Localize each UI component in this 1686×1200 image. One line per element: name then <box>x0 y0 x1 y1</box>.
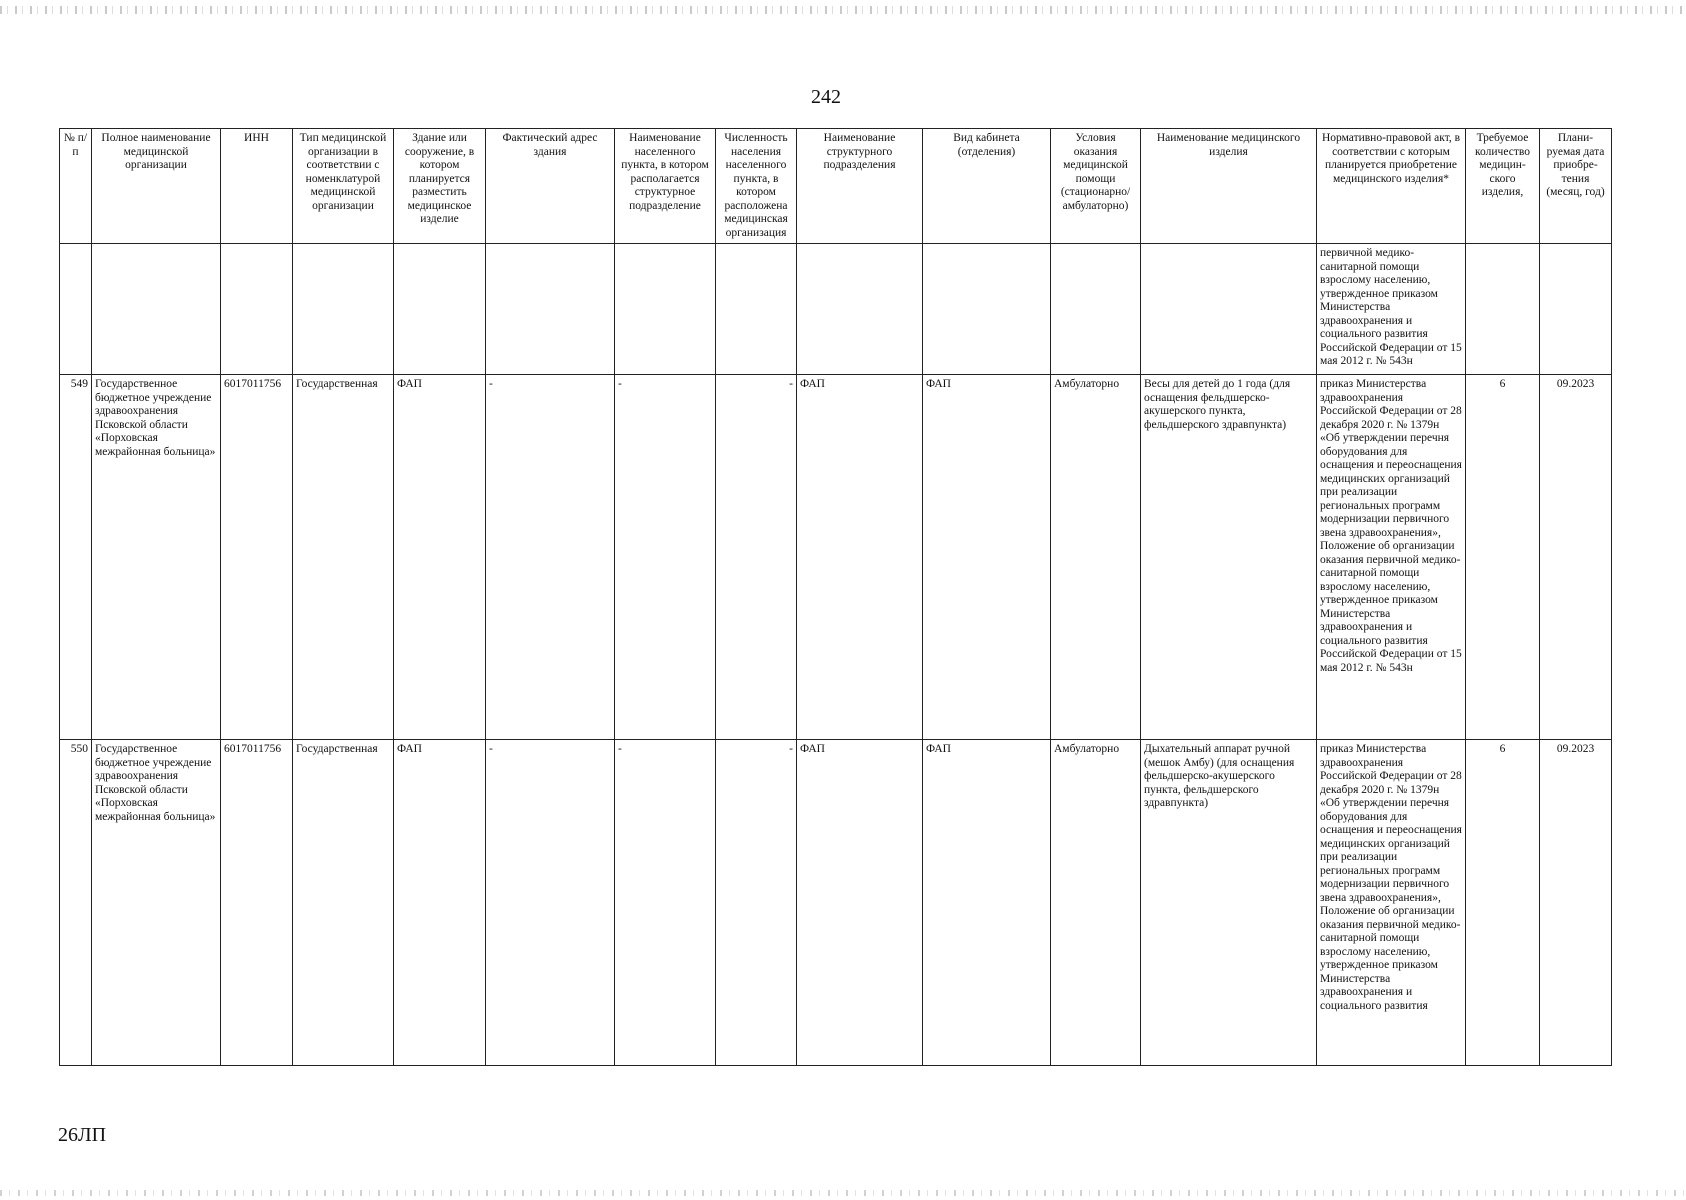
cell-address: - <box>486 375 615 740</box>
cell-unit: ФАП <box>797 740 923 1066</box>
header-settlement: Наименование населенного пункта, в котором располагается структурное подразделение <box>615 129 716 244</box>
header-cabinet: Вид кабинета (отделения) <box>923 129 1051 244</box>
cell-legal-act: приказ Министерства здравоохранения Российской Федерации от 28 декабря 2020 г. № 1379н «Об утверждении перечня оборудования для оснащения и переоснащения медицинских организаций при реализации региональных программ модернизации первичного звена здравоохранения», Положение об организации оказания первичной медико-санитарной помощи взрослому населению, утвержденное приказом Министерства здравоохранения и социального развития Российской Федерации от 15 мая 2012 г. № 543н <box>1317 375 1466 740</box>
cell-address: - <box>486 740 615 1066</box>
header-org: Полное наименование медицинской организации <box>92 129 221 244</box>
header-conditions: Условия оказания медицинской помощи (стационарно/ амбулаторно) <box>1051 129 1141 244</box>
document-code: 26ЛП <box>58 1124 107 1146</box>
cell-legal-act: первичной медико-санитарной помощи взрослому населению, утвержденное приказом Министерства здравоохранения и социального развития Российской Федерации от 15 мая 2012 г. № 543н <box>1317 244 1466 375</box>
cell-building: ФАП <box>394 375 486 740</box>
header-type: Тип медицинской организации в соответствии с номенклатурой медицинской организации <box>293 129 394 244</box>
cell-empty <box>92 244 221 375</box>
cell-empty <box>716 244 797 375</box>
cell-empty <box>615 244 716 375</box>
cell-date: 09.2023 <box>1540 740 1612 1066</box>
cell-empty <box>394 244 486 375</box>
header-address: Фактический адрес здания <box>486 129 615 244</box>
cell-cabinet: ФАП <box>923 740 1051 1066</box>
cell-conditions: Амбулаторно <box>1051 740 1141 1066</box>
cell-device: Весы для детей до 1 года (для оснащения фельдшерско-акушерского пункта, фельдшерского здравпункта) <box>1141 375 1317 740</box>
cell-settlement: - <box>615 740 716 1066</box>
header-legal-act: Нормативно-правовой акт, в соответствии с которым планируется приобретение медицинского изделия* <box>1317 129 1466 244</box>
cell-type: Государственная <box>293 740 394 1066</box>
cell-inn: 6017011756 <box>221 740 293 1066</box>
cell-empty <box>1540 244 1612 375</box>
cell-legal-act: приказ Министерства здравоохранения Российской Федерации от 28 декабря 2020 г. № 1379н «Об утверждении перечня оборудования для оснащения и переоснащения медицинских организаций при реализации региональных программ модернизации первичного звена здравоохранения», Положение об организации оказания первичной медико-санитарной помощи взрослому населению, утвержденное приказом Министерства здравоохранения и социального развития <box>1317 740 1466 1066</box>
cell-empty <box>60 244 92 375</box>
cell-population: - <box>716 375 797 740</box>
cell-conditions: Амбулаторно <box>1051 375 1141 740</box>
cell-empty <box>1466 244 1540 375</box>
scan-artifact-top <box>0 6 1686 14</box>
cell-device: Дыхательный аппарат ручной (мешок Амбу) (для оснащения фельдшерско-акушерского пункта, фельдшерского здравпункта) <box>1141 740 1317 1066</box>
cell-empty <box>797 244 923 375</box>
cell-empty <box>293 244 394 375</box>
header-quantity: Требуемое количество медицин-ского изделия, <box>1466 129 1540 244</box>
cell-settlement: - <box>615 375 716 740</box>
cell-empty <box>923 244 1051 375</box>
cell-inn: 6017011756 <box>221 375 293 740</box>
cell-date: 09.2023 <box>1540 375 1612 740</box>
cell-building: ФАП <box>394 740 486 1066</box>
header-device: Наименование медицинского изделия <box>1141 129 1317 244</box>
header-building: Здание или сооружение, в котором планируется разместить медицинское изделие <box>394 129 486 244</box>
header-inn: ИНН <box>221 129 293 244</box>
equipment-table <box>59 128 1612 1066</box>
cell-num: 549 <box>60 375 92 740</box>
cell-org: Государственное бюджетное учреждение здравоохранения Псковской области «Порховская межрайонная больница» <box>92 740 221 1066</box>
cell-type: Государственная <box>293 375 394 740</box>
scan-artifact-bottom <box>0 1190 1686 1196</box>
cell-empty <box>1051 244 1141 375</box>
cell-unit: ФАП <box>797 375 923 740</box>
cell-empty <box>1141 244 1317 375</box>
header-date: Плани-руемая дата приобре-тения (месяц, год) <box>1540 129 1612 244</box>
header-unit: Наименование структурного подразделения <box>797 129 923 244</box>
header-population: Численность населения населенного пункта, в котором расположена медицинская организация <box>716 129 797 244</box>
table-row-continuation <box>60 244 1612 375</box>
cell-cabinet: ФАП <box>923 375 1051 740</box>
cell-quantity: 6 <box>1466 740 1540 1066</box>
table-header-row <box>60 129 1612 244</box>
cell-num: 550 <box>60 740 92 1066</box>
cell-empty <box>486 244 615 375</box>
page-number: 242 <box>811 86 841 108</box>
cell-quantity: 6 <box>1466 375 1540 740</box>
cell-org: Государственное бюджетное учреждение здравоохранения Псковской области «Порховская межрайонная больница» <box>92 375 221 740</box>
cell-population: - <box>716 740 797 1066</box>
table-row <box>60 375 1612 740</box>
table-row <box>60 740 1612 1066</box>
header-num: № п/п <box>60 129 92 244</box>
cell-empty <box>221 244 293 375</box>
